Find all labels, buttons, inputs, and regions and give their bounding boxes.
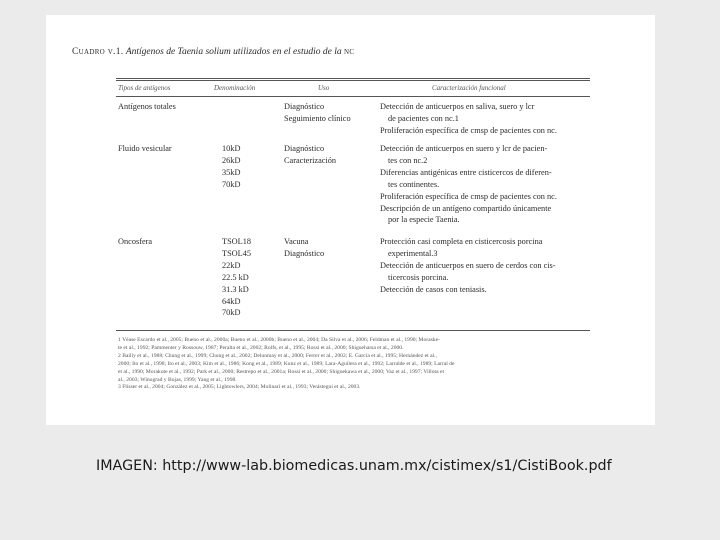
image-source-caption: IMAGEN: http://www-lab.biomedicas.unam.mx/cistimex/s1/CistiBook.pdf — [96, 458, 612, 474]
row-type: Oncosfera — [118, 237, 153, 246]
antigen-name: 31.3 kD — [222, 284, 249, 294]
footnote-line: al., 2003; Winograd y Bojas, 1999; Yang et al., 1998. — [118, 376, 237, 383]
table-title-text: Antígenos de Taenia solium utilizados en el estudio de la — [125, 47, 344, 57]
feature-line: Diferencias antigénicas entre cisticercos de diferen- — [380, 167, 552, 177]
antigen-name: TSOL18 — [222, 237, 252, 246]
antigen-name: 26kD — [222, 155, 241, 165]
header-type: Tipos de antígenos — [118, 84, 171, 92]
feature-line: Detección de anticuerpos en saliva, suero y lcr — [380, 102, 535, 111]
antigen-name: TSOL45 — [222, 248, 252, 258]
row-features — [380, 143, 557, 226]
footnote-line: et al., 1990; Morakote et al., 1992; Park et al., 2000; Restrepo et al., 2001a; Rossi et al., 2000; Shiguekawa et al., 2000; Vaz et al., 1997; Villota et — [118, 368, 445, 375]
row-names — [222, 143, 240, 191]
footnotes — [118, 337, 514, 392]
row-features — [380, 236, 556, 296]
table-title-label: Cuadro v.1. — [72, 47, 124, 57]
row-uses — [284, 236, 324, 260]
antigen-name: 22.5 kD — [222, 272, 249, 282]
row-type: Antígenos totales — [118, 102, 176, 111]
feature-line: de pacientes con nc.1 — [388, 113, 459, 123]
antigen-use: Diagnóstico — [284, 102, 325, 111]
footnote-line: 2 Bailly et al., 1988; Chung et al., 1999; Chung et al., 2002; Delunmay et al., 2000; Ferrer et al., 2002; E. García et al., 1995; Hernández et al., — [118, 352, 437, 359]
header-rule — [116, 96, 590, 97]
feature-line: Detección de anticuerpos en suero y lcr de pacien- — [380, 144, 548, 153]
antigen-use: Diagnóstico — [284, 248, 325, 258]
antigen-use: Caracterización — [284, 155, 337, 165]
table-bottom-rule — [116, 330, 590, 331]
antigen-name: 22kD — [222, 260, 241, 270]
footnote-line: 1 Véase Escardo et al., 2005; Bueno et al., 2000a; Bueno et al., 2000b; Bueno et al., 2004; Da Silva et al., 2006; Feldman et al., 1990; Moraske- — [118, 337, 440, 343]
feature-line: Protección casi completa en cisticercosis porcina — [380, 237, 543, 246]
row-uses — [284, 143, 336, 167]
antigen-name: 35kD — [222, 167, 241, 177]
footnote-line: 3 Flisser et al., 2004; González et al., 2005; Lightowlers, 2004; Molinari et al., 1993; Verástegui et al., 2003. — [118, 384, 361, 391]
header-use: Uso — [318, 84, 330, 92]
antigen-name: 70kD — [222, 179, 241, 189]
antigen-name: 70kD — [222, 308, 241, 318]
feature-line: tes continentes. — [388, 179, 440, 189]
antigen-name: 64kD — [222, 296, 241, 306]
header-features: Caracterización funcional — [432, 84, 506, 92]
row-names — [222, 236, 251, 319]
antigen-use: Seguimiento clínico — [284, 113, 351, 123]
antigen-name: 10kD — [222, 144, 241, 153]
antigen-use: Diagnóstico — [284, 144, 325, 153]
row-features — [380, 101, 557, 137]
antigen-use: Vacuna — [284, 237, 309, 246]
feature-line: Detección de casos con teniasis. — [380, 284, 487, 294]
table-top-rule — [116, 78, 590, 79]
feature-line: Detección de anticuerpos en suero de cerdos con cis- — [380, 260, 556, 270]
feature-line: Descripción de un antígeno compartido únicamente — [380, 203, 552, 213]
feature-line: por la especie Taenia. — [388, 215, 460, 225]
feature-line: experimental.3 — [388, 248, 438, 258]
feature-line: Proliferación específica de cmsp de pacientes con nc. — [380, 125, 557, 135]
table-title-abbr: nc — [343, 47, 355, 57]
table-title — [72, 47, 632, 57]
row-uses — [284, 101, 351, 125]
footnote-line: te et al., 1992; Pammenter y Rossouw, 1987; Peralta et al., 2002; Rolfs, et al., 1995; Rossi et al., 2000; Shigueharsa et al., 2000. — [118, 344, 404, 351]
row-type: Fluido vesicular — [118, 144, 172, 153]
header-name: Denominación — [214, 84, 256, 92]
feature-line: ticercosis porcina. — [388, 272, 449, 282]
footnote-line: 2000; Ito et al., 1998; Ito et al., 2003; Kim et al., 1986; Kong et al., 1989; Kunz et al., 1989; Lara-Aguilera et al., 1992; Larralde et al., 1989; Larral de — [118, 360, 455, 367]
feature-line: Proliferación específica de cmsp de pacientes con nc. — [380, 191, 557, 201]
feature-line: tes con nc.2 — [388, 155, 428, 165]
table-top-rule-2 — [116, 80, 590, 81]
